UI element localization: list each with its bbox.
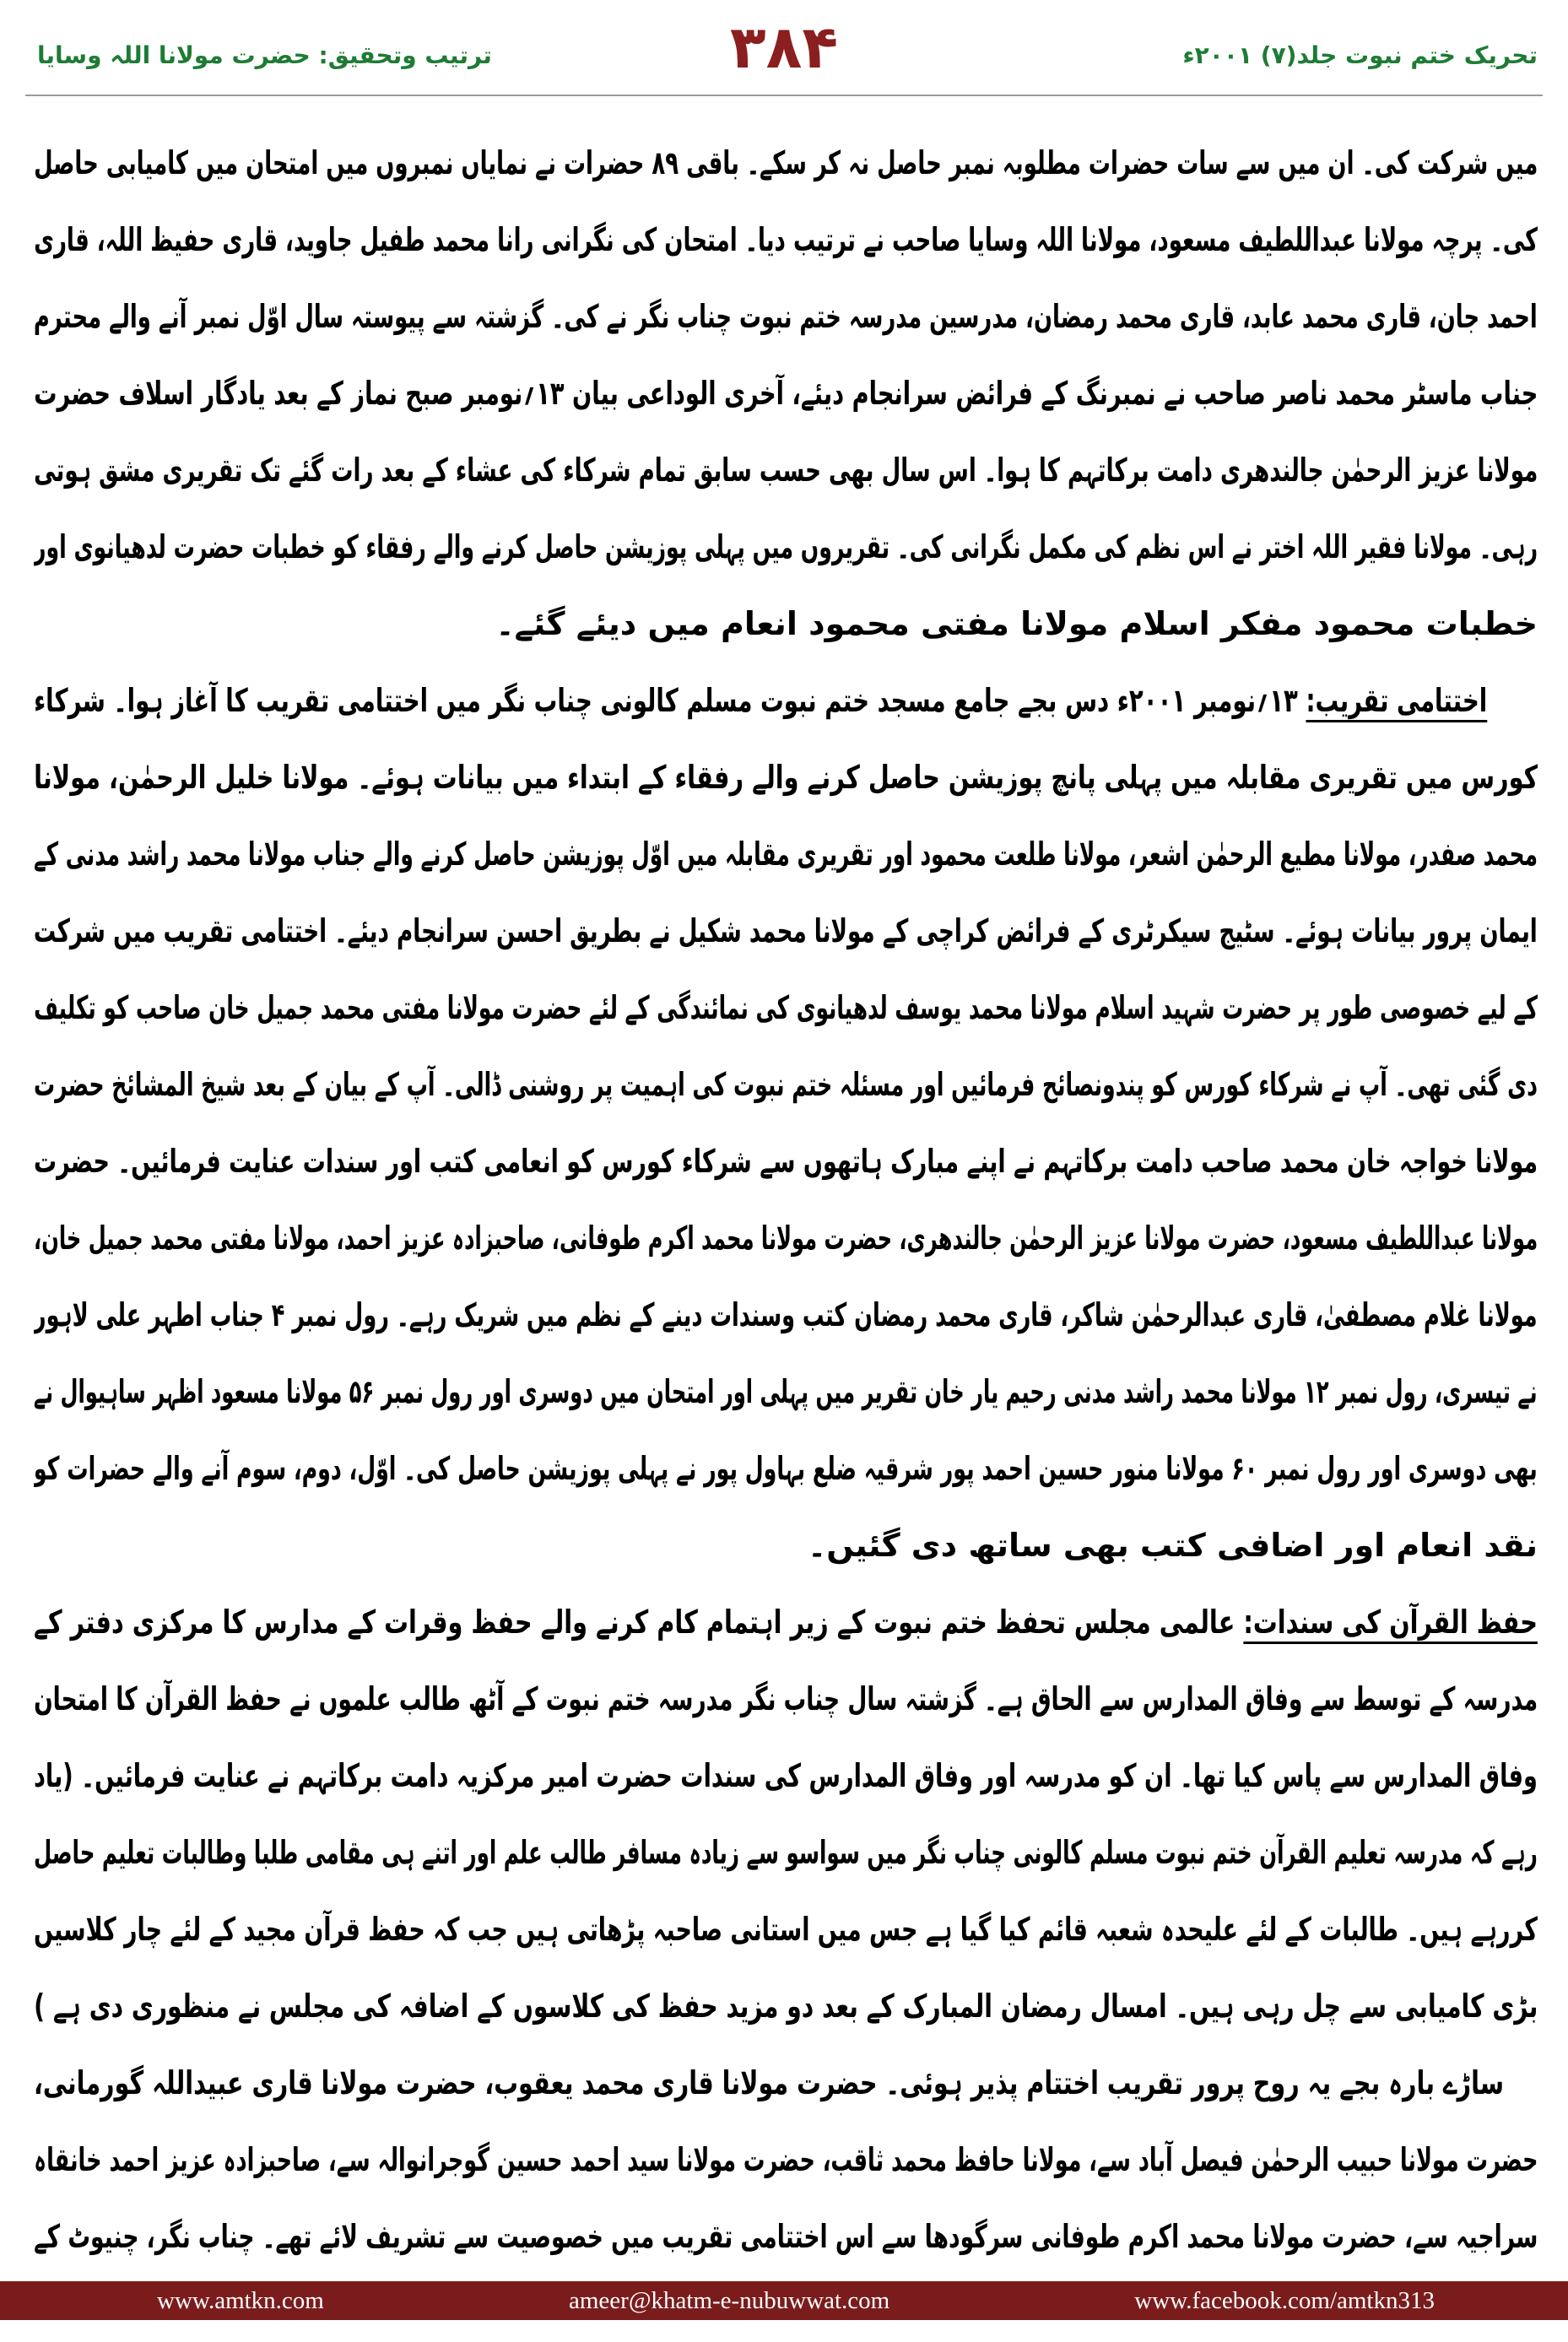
line-text: نقد انعام اور اضافی کتب بھی ساتھ دی گئیں۔ [807, 1527, 1538, 1564]
line-text: رہی۔ مولانا فقیر اللہ اختر نے اس نظم کی مکمل نگرانی کی۔ تقریروں میں پہلی پوزیشن حاصل کرنے والے رفقاء کو خطبات حضرت لدھیانوی اور [34, 528, 1538, 565]
body-text [34, 125, 1538, 2275]
footer-facebook-link: www.facebook.com/amtkn313 [1134, 2286, 1435, 2314]
text-line [34, 1431, 1538, 1507]
line-text: محمد صفدر، مولانا مطیع الرحمٰن اشعر، مولانا طلعت محمود اور تقریری مقابلہ میں اوّل پوزیشن حاصل کرنے والے جناب مولانا محمد راشد مدنی کے [34, 836, 1538, 873]
line-text: جناب ماسٹر محمد ناصر صاحب نے نمبرنگ کے فرائض سرانجام دیئے، آخری الوداعی بیان ۱۳؍نومبر صبح نماز کے بعد یادگار اسلاف حضرت [34, 375, 1538, 412]
line-text: ساڑے بارہ بجے یہ روح پرور تقریب اختتام پذیر ہوئی۔ حضرت مولانا قاری محمد یعقوب، حضرت مولانا قاری عبیداللہ گورمانی، [34, 2064, 1504, 2101]
footer-bar [0, 2281, 1568, 2320]
text-line [34, 355, 1538, 432]
text-line [34, 279, 1538, 355]
line-text: مولانا خواجہ خان محمد صاحب دامت برکاتہم نے اپنے مبارک ہاتھوں سے شرکاء کورس کو انعامی کتب اور سندات عنایت فرمائیں۔ حضرت [34, 1143, 1538, 1180]
line-text: رہے کہ مدرسہ تعلیم القرآن ختم نبوت مسلم کالونی چناب نگر میں سواسو سے زیادہ مسافر طالب علم اور اتنے ہی مقامی طلبا وطالبات تعلیم حاصل [34, 1834, 1538, 1871]
line-body: عالمی مجلس تحفظ ختم نبوت کے زیر اہتمام کام کرنے والے حفظ وقرات کے مدارس کا مرکزی دفتر کے [34, 1604, 1235, 1641]
text-line [34, 1123, 1538, 1200]
book-title: تحریک ختم نبوت جلد(۷) ۲۰۰۱ء [1182, 41, 1538, 69]
line-text: کے لیے خصوصی طور پر حضرت شہید اسلام مولانا محمد یوسف لدھیانوی کی نمائندگی کے لئے حضرت مولانا مفتی محمد جمیل خان صاحب کو تکلیف [34, 989, 1538, 1026]
text-line [34, 509, 1538, 586]
text-line-paragraph-end [34, 586, 1538, 663]
line-text: وفاق المدارس سے پاس کیا تھا۔ ان کو مدرسہ اور وفاق المدارس کی سندات حضرت امیر مرکزیہ دامت برکاتہم نے عنایت فرمائیں۔ (یاد [34, 1757, 1538, 1794]
section-heading-closing-ceremony: اختتامی تقریب: [1306, 682, 1487, 719]
line-text: مولانا عبداللطیف مسعود، حضرت مولانا عزیز الرحمٰن جالندھری، حضرت مولانا محمد اکرم طوفانی، صاحبزادہ عزیز احمد، مولانا مفتی محمد جمیل خان، [34, 1220, 1538, 1257]
line-text [34, 1584, 1538, 1661]
line-text: کورس میں تقریری مقابلہ میں پہلی پانچ پوزیشن حاصل کرنے والے رفقاء کے ابتداء میں بیانات ہوئے۔ مولانا خلیل الرحمٰن، مولانا [34, 759, 1538, 796]
line-text: کررہے ہیں۔ طالبات کے لئے علیحدہ شعبہ قائم کیا گیا ہے جس میں استانی صاحبہ پڑھاتی ہیں جب کہ حفظ قرآن مجید کے لئے چار کلاسیں [34, 1911, 1538, 1948]
line-text: خطبات محمود مفکر اسلام مولانا مفتی محمود انعام میں دیئے گئے۔ [495, 605, 1538, 642]
line-text: مولانا عزیز الرحمٰن جالندھری دامت برکاتہم کا ہوا۔ اس سال بھی حسب سابق تمام شرکاء کی عشاء کے بعد رات گئے تک تقریری مشق ہوتی [34, 452, 1538, 489]
line-text: دی گئی تھی۔ آپ نے شرکاء کورس کو پندونصائح فرمائیں اور مسئلہ ختم نبوت کی اہمیت پر روشنی ڈالی۔ آپ کے بیان کے بعد شیخ المشائخ حضرت [34, 1066, 1538, 1103]
text-line [34, 1047, 1538, 1123]
line-text: کی۔ پرچہ مولانا عبداللطیف مسعود، مولانا اللہ وسایا صاحب نے ترتیب دیا۔ امتحان کی نگرانی رانا محمد طفیل جاوید، قاری حفیظ اللہ، قاری [34, 221, 1538, 258]
text-line [34, 1277, 1538, 1354]
text-line [34, 893, 1538, 970]
header-rule [25, 95, 1543, 96]
footer-email-link: ameer@khatm-e-nubuwwat.com [568, 2286, 890, 2314]
text-line-paragraph-end [34, 1507, 1538, 1584]
text-line [34, 2199, 1538, 2275]
line-text: ایمان پرور بیانات ہوئے۔ سٹیج سیکرٹری کے فرائض کراچی کے مولانا محمد شکیل نے بطریق احسن سرانجام دیئے۔ اختتامی تقریب میں شرکت [34, 912, 1538, 949]
line-text: نے تیسری، رول نمبر ۱۲ مولانا محمد راشد مدنی رحیم یار خان تقریر میں پہلی اور امتحان میں دوسری اور رول نمبر ۵۶ مولانا مسعود اظہر ساہیوال نے [34, 1373, 1538, 1410]
compiler-credit: ترتیب وتحقیق: حضرت مولانا اللہ وسایا [37, 41, 492, 69]
text-line [34, 1661, 1538, 1738]
text-line [34, 1354, 1538, 1431]
text-line [34, 125, 1538, 202]
text-line [34, 1815, 1538, 1891]
line-text: میں شرکت کی۔ ان میں سے سات حضرات مطلوبہ نمبر حاصل نہ کر سکے۔ باقی ۸۹ حضرات نے نمایاں نمبروں میں امتحان میں کامیابی حاصل [34, 144, 1538, 181]
text-line-section-start [34, 1584, 1538, 1661]
page-number: ۳۸۴ [729, 13, 839, 82]
line-text: سراجیہ سے، حضرت مولانا محمد اکرم طوفانی سرگودھا سے اس اختتامی تقریب میں خصوصیت سے تشریف لائے تھے۔ چناب نگر، چنیوٹ کے [34, 2218, 1538, 2255]
footer-website-link: www.amtkn.com [157, 2286, 324, 2314]
section-heading-quran-certificates: حفظ القرآن کی سندات: [1243, 1604, 1538, 1641]
text-line [34, 432, 1538, 509]
text-line [34, 1200, 1538, 1277]
text-line [34, 816, 1538, 893]
line-text: مدرسہ کے توسط سے وفاق المدارس سے الحاق ہے۔ گزشتہ سال چناب نگر مدرسہ ختم نبوت کے آٹھ طالب علموں نے حفظ القرآن کا امتحان [34, 1680, 1538, 1717]
text-line [34, 2122, 1538, 2199]
text-line [34, 1891, 1538, 1968]
text-line-paragraph-start [34, 2045, 1538, 2122]
text-line-paragraph-end [34, 1968, 1538, 2045]
line-text: بھی دوسری اور رول نمبر ۶۰ مولانا منور حسین احمد پور شرقیہ ضلع بہاول پور نے پہلی پوزیشن حاصل کی۔ اوّل، دوم، سوم آنے والے حضرات کو [34, 1450, 1538, 1487]
line-text: حضرت مولانا حبیب الرحمٰن فیصل آباد سے، مولانا حافظ محمد ثاقب، حضرت مولانا سید احمد حسین گوجرانوالہ سے، صاحبزادہ عزیز احمد خانقاہ [34, 2141, 1538, 2178]
line-body: ۱۳؍نومبر ۲۰۰۱ء دس بجے جامع مسجد ختم نبوت مسلم کالونی چناب نگر میں اختتامی تقریب کا آغاز ہوا۔ شرکاء [34, 682, 1298, 719]
text-line [34, 739, 1538, 816]
line-text: احمد جان، قاری محمد عابد، قاری محمد رمضان، مدرسین مدرسہ ختم نبوت چناب نگر نے کی۔ گزشتہ سے پیوستہ سال اوّل نمبر آنے والے محترم [34, 298, 1538, 335]
text-line [34, 970, 1538, 1047]
line-text: مولانا غلام مصطفیٰ، قاری عبدالرحمٰن شاکر، قاری محمد رمضان کتب وسندات دینے کے نظم میں شریک رہے۔ رول نمبر ۴ جناب اطہر علی لاہور [34, 1296, 1538, 1333]
text-line-section-start [34, 663, 1538, 739]
text-line [34, 1738, 1538, 1815]
line-text [34, 663, 1487, 739]
text-line [34, 202, 1538, 279]
line-text: بڑی کامیابی سے چل رہی ہیں۔ امسال رمضان المبارک کے بعد دو مزید حفظ کی کلاسوں کے اضافہ کی مجلس نے منظوری دی ہے ) [34, 1988, 1538, 2025]
